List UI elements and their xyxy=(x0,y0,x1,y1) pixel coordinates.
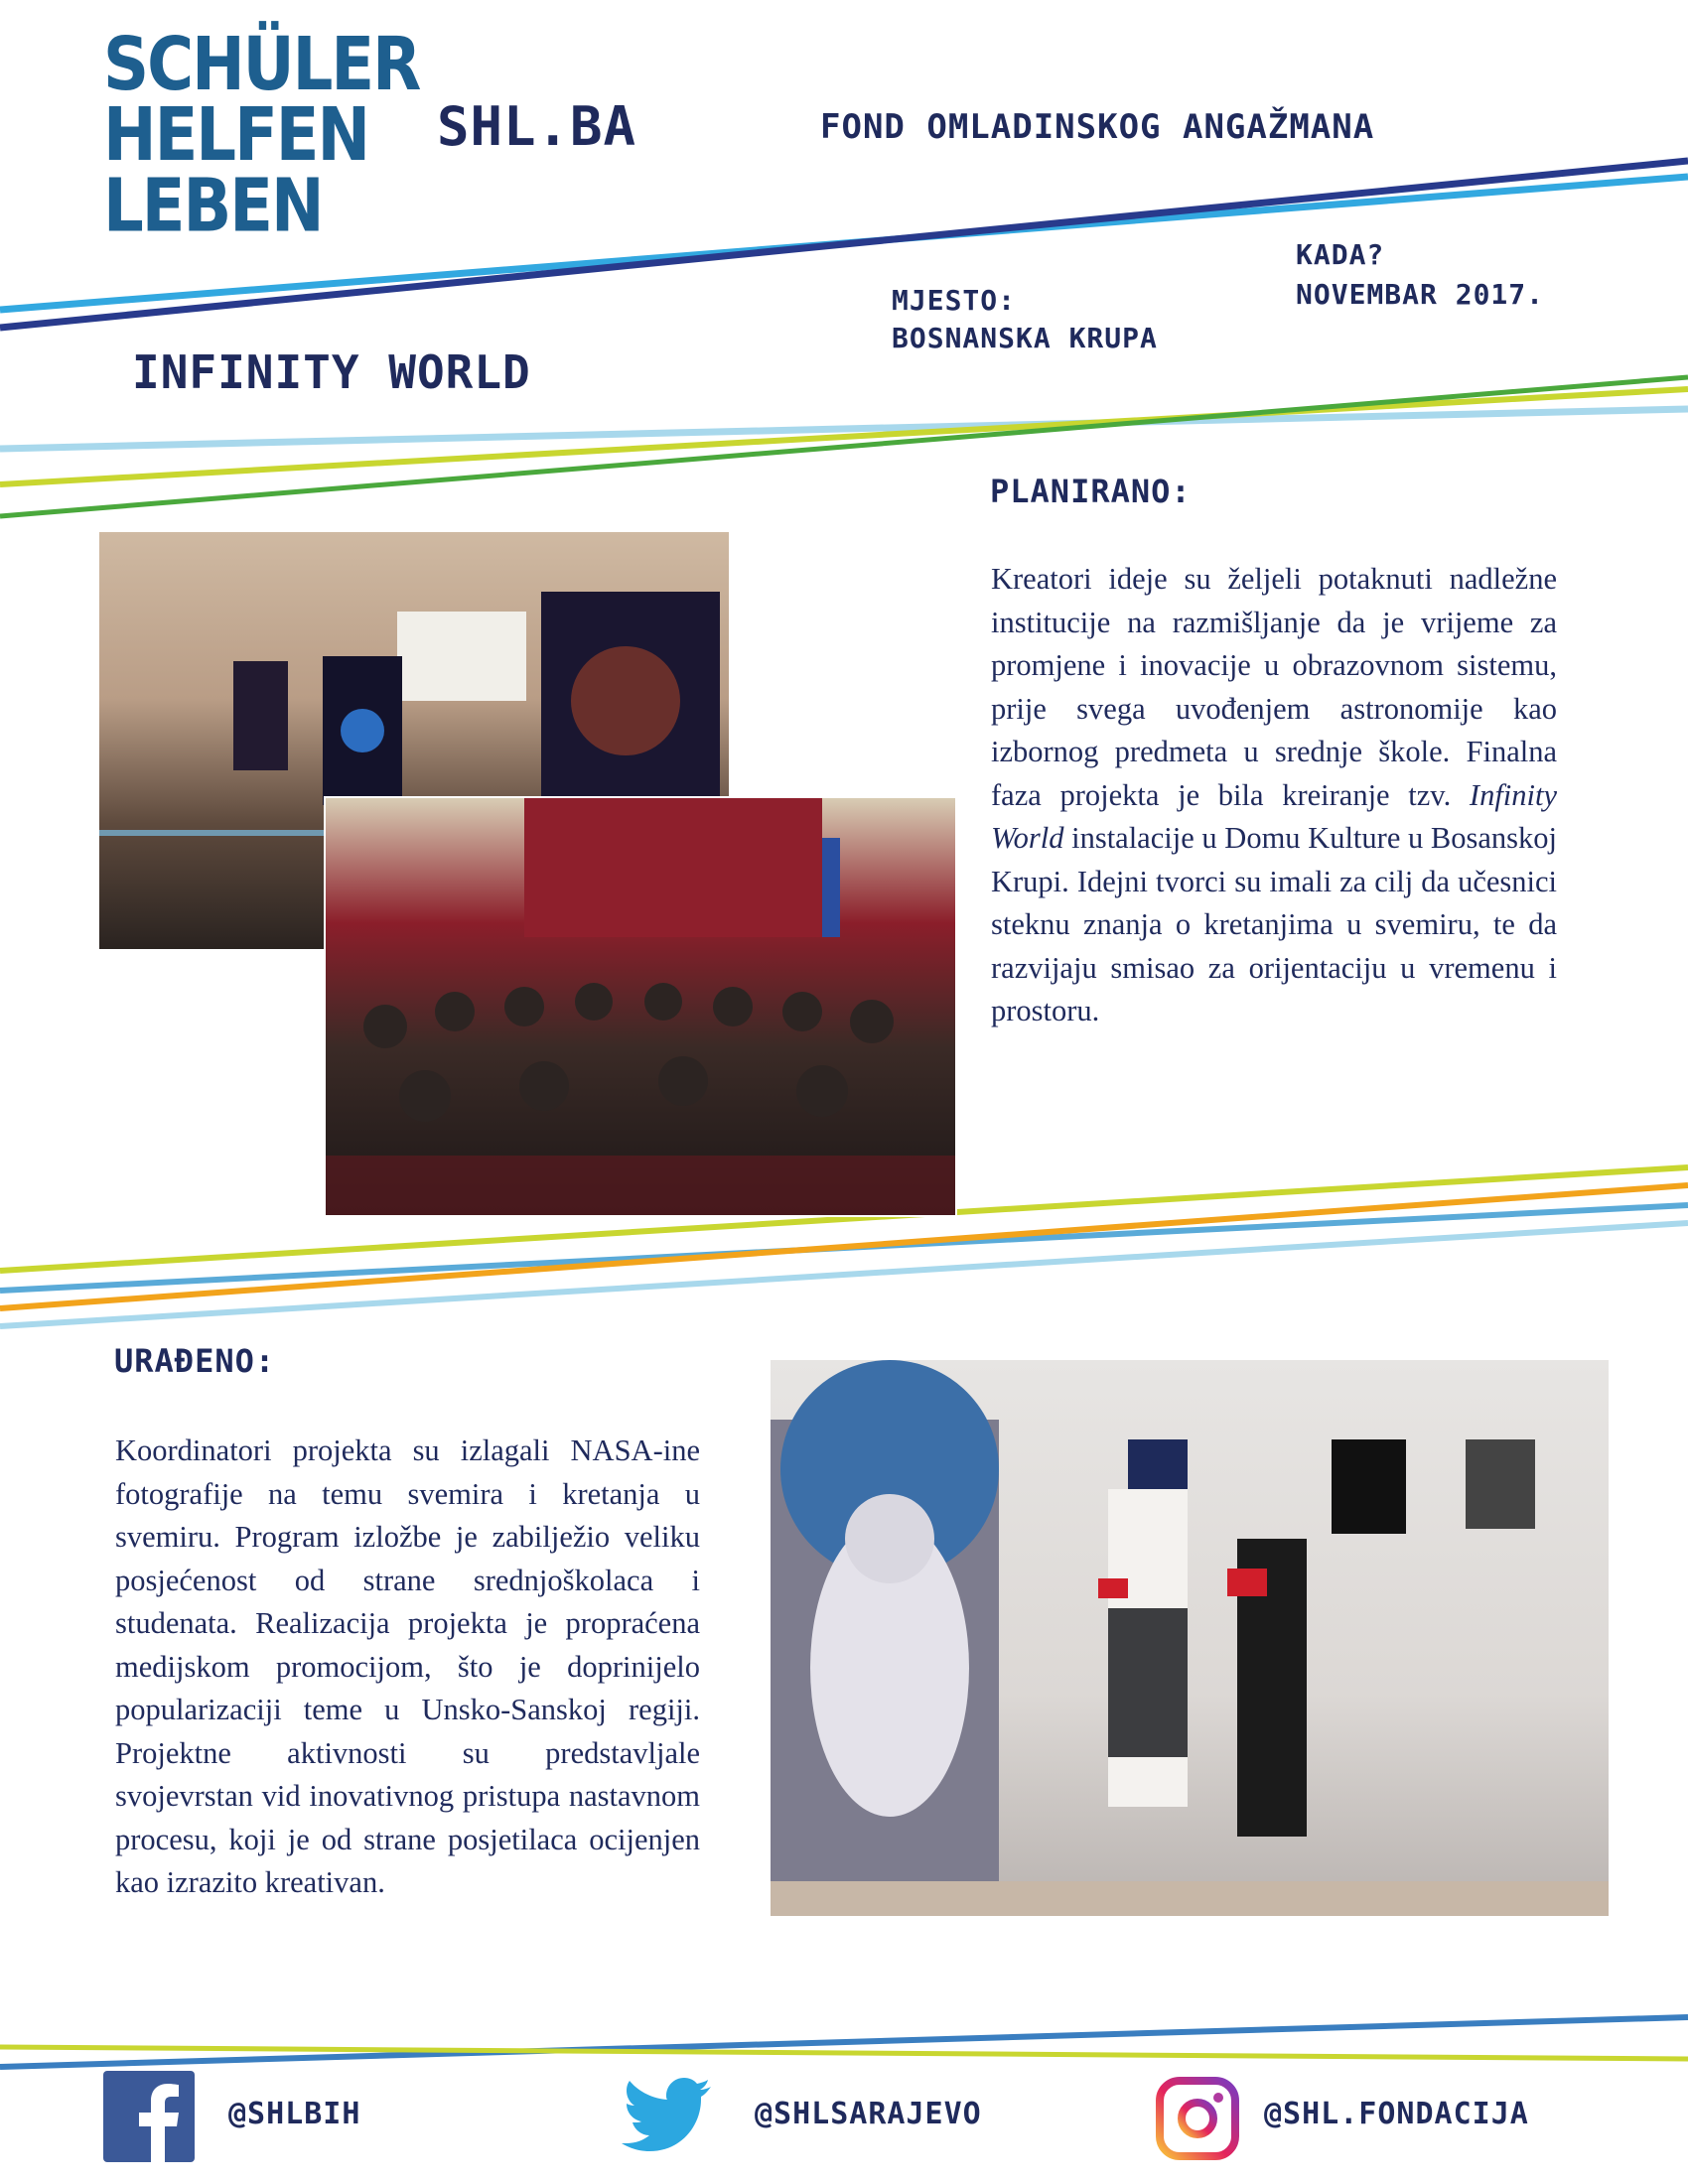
place-value: BOSNANSKA KRUPA xyxy=(892,322,1158,354)
site-name: SHL.BA xyxy=(437,95,637,158)
shl-logo xyxy=(103,23,420,249)
planned-heading: PLANIRANO: xyxy=(990,473,1192,510)
stripe-title-lime xyxy=(0,389,1688,484)
twitter-handle[interactable]: @SHLSARAJEVO xyxy=(755,2097,982,2131)
audience-photo xyxy=(324,796,957,1217)
facebook-handle[interactable]: @SHLBIH xyxy=(228,2097,361,2131)
planned-paragraph xyxy=(991,558,1557,1033)
presentation-photo xyxy=(771,1360,1609,1916)
audience-photo-art xyxy=(326,798,955,1215)
logo-line-3: LEBEN xyxy=(103,164,323,249)
place-label: MJESTO: xyxy=(892,284,1017,317)
facebook-icon[interactable] xyxy=(103,2071,195,2162)
stripe-mid-pale xyxy=(0,1223,1688,1326)
logo-line-1: SCHÜLER xyxy=(103,23,420,108)
done-heading: URAĐENO: xyxy=(114,1342,276,1380)
project-title: INFINITY WORLD xyxy=(132,345,531,399)
when-label: KADA? xyxy=(1296,238,1385,271)
fund-title: FOND OMLADINSKOG ANGAŽMANA xyxy=(820,107,1375,147)
when-value: NOVEMBAR 2017. xyxy=(1296,278,1545,311)
instagram-handle[interactable]: @SHL.FONDACIJA xyxy=(1264,2097,1529,2131)
presentation-photo-art xyxy=(771,1360,1609,1916)
logo-line-2: HELFEN xyxy=(103,93,369,179)
stripe-title-pale xyxy=(0,409,1688,449)
instagram-icon[interactable] xyxy=(1156,2077,1239,2160)
twitter-icon[interactable] xyxy=(618,2077,713,2156)
planned-text-start: Kreatori ideje su željeli potaknuti nadležne institucije na razmišljanje da je vrijeme za promjene i inovacije u obrazovnom sistemu, prije svega uvođenjem astronomije kao izbornog predmeta u srednje škole. Finalna faza projekta je bila kreiranje tzv. xyxy=(991,562,1557,812)
done-paragraph: Koordinatori projekta su izlagali NASA-ine fotografije na temu svemira i kretanja u svemiru. Program izložbe je zabilježio veliku posjećenost od strane srednjoškolaca i studenata. Realizacija projekta je propraćena medijskom promocijom, što je doprinijelo popularizaciji teme u Unsko-Sanskoj regiji. Projektne aktivnosti su predstavljale svojevrstan vid inovativnog pristupa nastavnom procesu, koji je od strane posjetilaca ocijenjen kao izrazito kreativan. xyxy=(115,1433,700,1899)
planned-text-end: instalacije u Domu Kulture u Bosanskoj Krupi. Idejni tvorci su imali za cilj da učesnici steknu znanja o kretanjima u svemiru, te da razvijaju smisao za orijentaciju u vremenu i prostoru. xyxy=(991,821,1557,1027)
planned-text-italic: Infinity World xyxy=(991,777,1557,855)
